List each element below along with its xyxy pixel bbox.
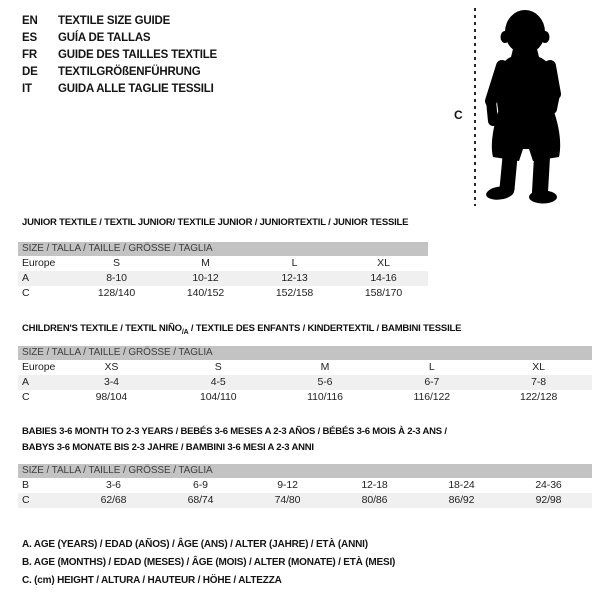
size-cell: S bbox=[214, 361, 222, 373]
language-row-en bbox=[22, 13, 217, 30]
size-cell: 6-7 bbox=[424, 376, 440, 388]
size-cell: 5-6 bbox=[317, 376, 333, 388]
size-cell: 7-8 bbox=[531, 376, 547, 388]
size-cell: L bbox=[428, 361, 435, 373]
children-title-sub: /A bbox=[181, 328, 189, 336]
legend-line-a: A. AGE (YEARS) / EDAD (AÑOS) / ÂGE (ANS) / ALTER (JAHRE) / ETÀ (ANNI) bbox=[22, 539, 368, 550]
height-measure-label: C bbox=[454, 108, 463, 122]
size-cell: M bbox=[201, 257, 210, 269]
babies-title-line2: BABYS 3-6 MONATE BIS 2-3 JAHRE / BAMBINI 3-6 MESI A 2-3 ANNI bbox=[22, 442, 314, 453]
legend-line-c: C. (cm) HEIGHT / ALTURA / HAUTEUR / HÖHE / ALTEZZA bbox=[22, 575, 282, 586]
size-cell: 98/104 bbox=[95, 391, 128, 403]
language-label: GUÍA DE TALLAS bbox=[58, 32, 151, 44]
table-row-age bbox=[18, 375, 592, 390]
language-label: TEXTILGRÖßENFÜHRUNG bbox=[58, 66, 201, 78]
language-code: IT bbox=[22, 83, 32, 95]
size-cell: 116/122 bbox=[413, 391, 451, 403]
row-label: Europe bbox=[22, 257, 56, 269]
language-code: FR bbox=[22, 49, 37, 61]
size-cell: 86/92 bbox=[448, 494, 475, 506]
size-cell: L bbox=[291, 257, 298, 269]
size-cell: 104/110 bbox=[199, 391, 237, 403]
size-cell: 68/74 bbox=[187, 494, 214, 506]
size-header-bar: SIZE / TALLA / TAILLE / GRÖSSE / TAGLIA bbox=[18, 464, 592, 478]
size-cell: 140/152 bbox=[186, 287, 225, 299]
size-cell: 18-24 bbox=[448, 479, 475, 491]
size-cell: 14-16 bbox=[370, 272, 397, 284]
row-label: A bbox=[22, 272, 29, 284]
size-cell: 92/98 bbox=[535, 494, 562, 506]
language-row-de bbox=[22, 64, 217, 81]
toddler-silhouette-icon bbox=[483, 9, 569, 206]
size-cell: 152/158 bbox=[275, 287, 314, 299]
size-cell: 12-13 bbox=[281, 272, 308, 284]
children-table-title bbox=[22, 321, 461, 341]
size-cell: 80/86 bbox=[361, 494, 388, 506]
size-cell: 3-6 bbox=[106, 479, 121, 491]
size-cell: 3-4 bbox=[103, 376, 119, 388]
language-row-es bbox=[22, 30, 217, 47]
table-row-europe bbox=[18, 256, 428, 271]
row-label: C bbox=[22, 391, 30, 403]
babies-title-line1: BABIES 3-6 MONTH TO 2-3 YEARS / BEBÉS 3-6 MESES A 2-3 AÑOS / BÉBÉS 3-6 MOIS À 2-3 ANS / bbox=[22, 426, 447, 437]
language-label: TEXTILE SIZE GUIDE bbox=[58, 15, 171, 27]
size-cell: 122/128 bbox=[519, 391, 558, 403]
row-label: C bbox=[22, 287, 30, 299]
children-title-pre: CHILDREN'S TEXTILE / TEXTIL NIÑO bbox=[22, 323, 182, 334]
size-cell: 62/68 bbox=[100, 494, 127, 506]
size-cell: 6-9 bbox=[193, 479, 208, 491]
language-code: DE bbox=[22, 66, 38, 78]
size-header-bar: SIZE / TALLA / TAILLE / GRÖSSE / TAGLIA bbox=[18, 242, 428, 256]
size-cell: 128/140 bbox=[97, 287, 136, 299]
size-cell: 12-18 bbox=[361, 479, 388, 491]
row-label: A bbox=[22, 376, 29, 388]
size-cell: 10-12 bbox=[192, 272, 219, 284]
size-cell: 4-5 bbox=[210, 376, 226, 388]
height-measure-line bbox=[474, 8, 476, 206]
language-row-it bbox=[22, 81, 217, 98]
size-header-bar: SIZE / TALLA / TAILLE / GRÖSSE / TAGLIA bbox=[18, 346, 592, 360]
size-cell: 8-10 bbox=[106, 272, 127, 284]
language-code: ES bbox=[22, 32, 37, 44]
language-code: EN bbox=[22, 15, 38, 27]
row-label: C bbox=[22, 494, 30, 506]
size-cell: 24-36 bbox=[535, 479, 562, 491]
size-cell: 74/80 bbox=[274, 494, 301, 506]
babies-table bbox=[18, 464, 592, 508]
size-cell: XS bbox=[104, 361, 119, 373]
row-label: Europe bbox=[22, 361, 56, 373]
size-cell: M bbox=[320, 361, 330, 373]
language-label: GUIDE DES TAILLES TEXTILE bbox=[58, 49, 217, 61]
language-label: GUIDA ALLE TAGLIE TESSILI bbox=[58, 83, 214, 95]
size-cell: 110/116 bbox=[307, 391, 343, 403]
junior-table-title: JUNIOR TEXTILE / TEXTIL JUNIOR/ TEXTILE JUNIOR / JUNIORTEXTIL / JUNIOR TESSILE bbox=[22, 217, 409, 228]
size-cell: S bbox=[113, 257, 120, 269]
language-row-fr bbox=[22, 47, 217, 64]
table-row-height bbox=[18, 390, 592, 405]
children-title-post: / TEXTILE DES ENFANTS / KINDERTEXTIL / BAMBINI TESSILE bbox=[188, 323, 462, 334]
legend-line-b: B. AGE (MONTHS) / EDAD (MESES) / ÂGE (MOIS) / ALTER (MONATE) / ETÀ (MESI) bbox=[22, 557, 396, 568]
table-row-height bbox=[18, 493, 592, 508]
babies-table-title bbox=[22, 424, 447, 456]
table-row-months bbox=[18, 478, 592, 493]
size-cell: 9-12 bbox=[277, 479, 298, 491]
children-table bbox=[18, 346, 592, 405]
size-cell: XL bbox=[532, 361, 545, 373]
row-label: B bbox=[22, 479, 29, 491]
size-cell: XL bbox=[377, 257, 390, 269]
table-row-age bbox=[18, 271, 428, 286]
junior-table bbox=[18, 242, 428, 301]
measure-legend bbox=[22, 536, 395, 590]
language-title-list bbox=[22, 13, 217, 98]
size-cell: 158/170 bbox=[364, 287, 403, 299]
table-row-height bbox=[18, 286, 428, 301]
table-row-europe bbox=[18, 360, 592, 375]
